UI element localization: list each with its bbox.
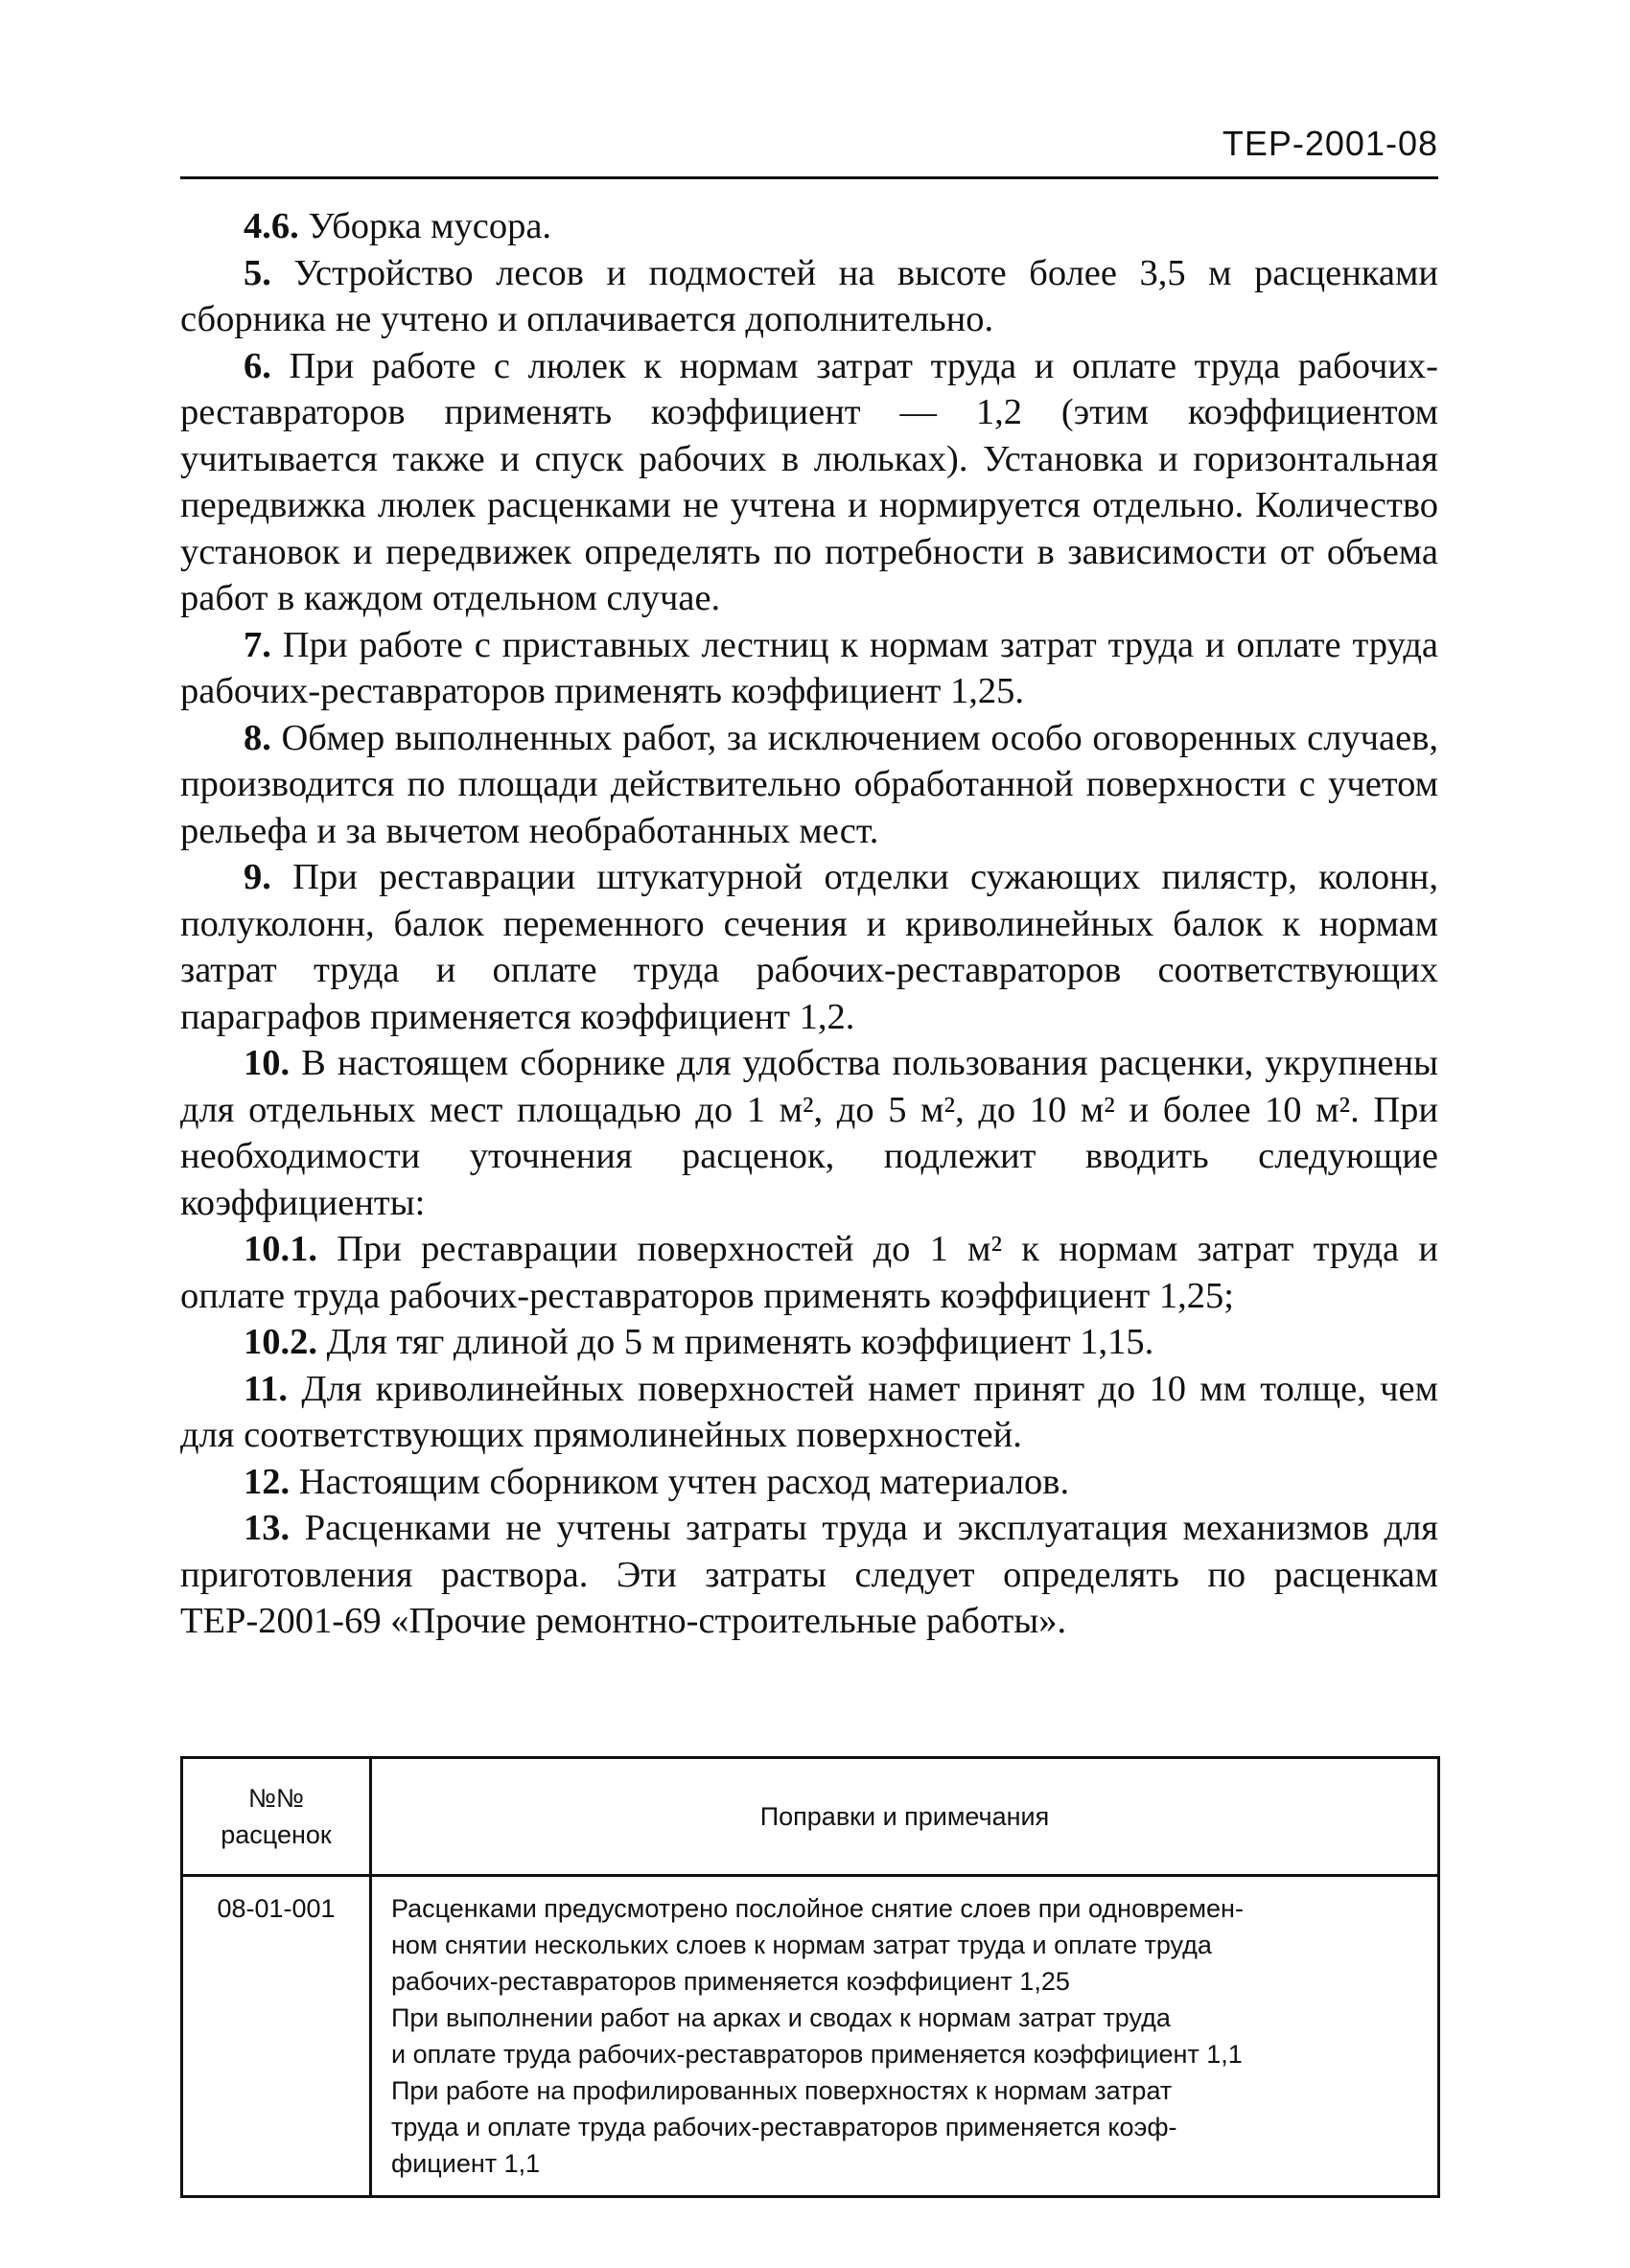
- paragraph-11: [180, 1366, 1438, 1459]
- paragraph-4-6: [180, 203, 1438, 250]
- paragraph-number: 13.: [244, 1508, 291, 1548]
- paragraph-text: В настоящем сборнике для удобства пользования расценки, укрупнены для отдельных мест площадью до 1 м², до 5 м², до 10 м² и более 10 м². При необходимости уточнения расценок, подлежит вводить следующие коэффициенты:: [180, 1043, 1438, 1223]
- paragraph-10-2: [180, 1319, 1438, 1366]
- table-row: [182, 1876, 1439, 2197]
- paragraph-12: [180, 1459, 1438, 1506]
- paragraph-text: При работе с люлек к нормам затрат труда и оплате труда рабочих-реставраторов применять коэффициент — 1,2 (этим коэффициентом учитывается также и спуск рабочих в люльках). Установка и горизонтальная передвижка люлек расценками не учтена и нормируется отдельно. Количество установок и передвижек определять по потребности в зависимости от объема работ в каждом отдельном случае.: [180, 345, 1439, 618]
- paragraph-8: [180, 715, 1438, 855]
- paragraph-text: Для криволинейных поверхностей намет принят до 10 мм толще, чем для соответствующих прямолинейных поверхностей.: [180, 1368, 1439, 1455]
- paragraph-number: 5.: [244, 252, 271, 293]
- paragraph-5: [180, 250, 1438, 343]
- paragraph-number: 10.1.: [244, 1229, 317, 1269]
- document-code: ТЕР-2001-08: [1222, 124, 1438, 163]
- paragraph-number: 10.: [244, 1043, 291, 1083]
- paragraph-number: 6.: [244, 345, 271, 386]
- table-header-row: [182, 1758, 1439, 1876]
- header-line: №№: [248, 1784, 304, 1813]
- note-line: При выполнении работ на арках и сводах к нормам затрат труда: [391, 2003, 1171, 2032]
- paragraph-number: 9.: [244, 857, 271, 897]
- note-line: Расценками предусмотрено послойное снятие слоев при одновремен-: [391, 1894, 1244, 1923]
- paragraph-text: При работе с приставных лестниц к нормам затрат труда и оплате труда рабочих-реставраторов применять коэффициент 1,25.: [180, 624, 1438, 711]
- paragraph-9: [180, 854, 1438, 1040]
- note-line: фициент 1,1: [391, 2149, 541, 2178]
- body-text: [180, 203, 1438, 1645]
- header-line: расценок: [221, 1820, 332, 1849]
- page-header: [180, 123, 1438, 179]
- corrections-table-wrapper: [180, 1756, 1440, 2198]
- paragraph-number: 12.: [244, 1461, 291, 1502]
- paragraph-text: При реставрации штукатурной отделки сужающих пилястр, колонн, полуколонн, балок переменного сечения и криволинейных балок к нормам затрат труда и оплате труда рабочих-реставраторов соответствующих параграфов применяется коэффициент 1,2.: [180, 857, 1438, 1037]
- column-header-rate-numbers: [182, 1758, 371, 1876]
- note-line: труда и оплате труда рабочих-реставраторов применяется коэф-: [391, 2113, 1177, 2141]
- paragraph-number: 11.: [244, 1368, 289, 1409]
- paragraph-number: 4.6.: [244, 206, 299, 246]
- paragraph-10-1: [180, 1226, 1438, 1319]
- note-line: При работе на профилированных поверхностях к нормам затрат: [391, 2076, 1173, 2105]
- paragraph-number: 7.: [244, 624, 271, 665]
- paragraph-7: [180, 622, 1438, 715]
- note-line: и оплате труда рабочих-реставраторов применяется коэффициент 1,1: [391, 2040, 1243, 2069]
- note-line: ном снятии нескольких слоев к нормам затрат труда и оплате труда: [391, 1931, 1212, 1959]
- paragraph-10: [180, 1040, 1438, 1226]
- paragraph-number: 10.2.: [244, 1322, 317, 1362]
- column-header-notes: Поправки и примечания: [371, 1758, 1439, 1876]
- corrections-table: [180, 1756, 1440, 2198]
- paragraph-text: Уборка мусора.: [308, 206, 552, 246]
- notes-cell: [371, 1876, 1439, 2197]
- paragraph-text: Обмер выполненных работ, за исключением особо оговоренных случаев, производится по площади действительно обработанной поверхности с учетом рельефа и за вычетом необработанных мест.: [180, 717, 1439, 851]
- paragraph-text: Для тяг длиной до 5 м применять коэффициент 1,15.: [326, 1322, 1154, 1362]
- note-line: рабочих-реставраторов применяется коэффициент 1,25: [391, 1967, 1070, 1996]
- paragraph-text: Расценками не учтены затраты труда и эксплуатация механизмов для приготовления раствора. Эти затраты следует определять по расценкам ТЕР-2001-69 «Прочие ремонтно-строительные работы».: [180, 1508, 1439, 1641]
- paragraph-text: Устройство лесов и подмостей на высоте более 3,5 м расценками сборника не учтено и оплачивается дополнительно.: [180, 252, 1438, 339]
- paragraph-text: При реставрации поверхностей до 1 м² к нормам затрат труда и оплате труда рабочих-реставраторов применять коэффициент 1,25;: [180, 1229, 1438, 1316]
- paragraph-6: [180, 343, 1438, 622]
- paragraph-13: [180, 1505, 1438, 1645]
- paragraph-text: Настоящим сборником учтен расход материалов.: [298, 1461, 1070, 1502]
- rate-code-cell: 08-01-001: [182, 1876, 371, 2197]
- paragraph-number: 8.: [244, 717, 271, 758]
